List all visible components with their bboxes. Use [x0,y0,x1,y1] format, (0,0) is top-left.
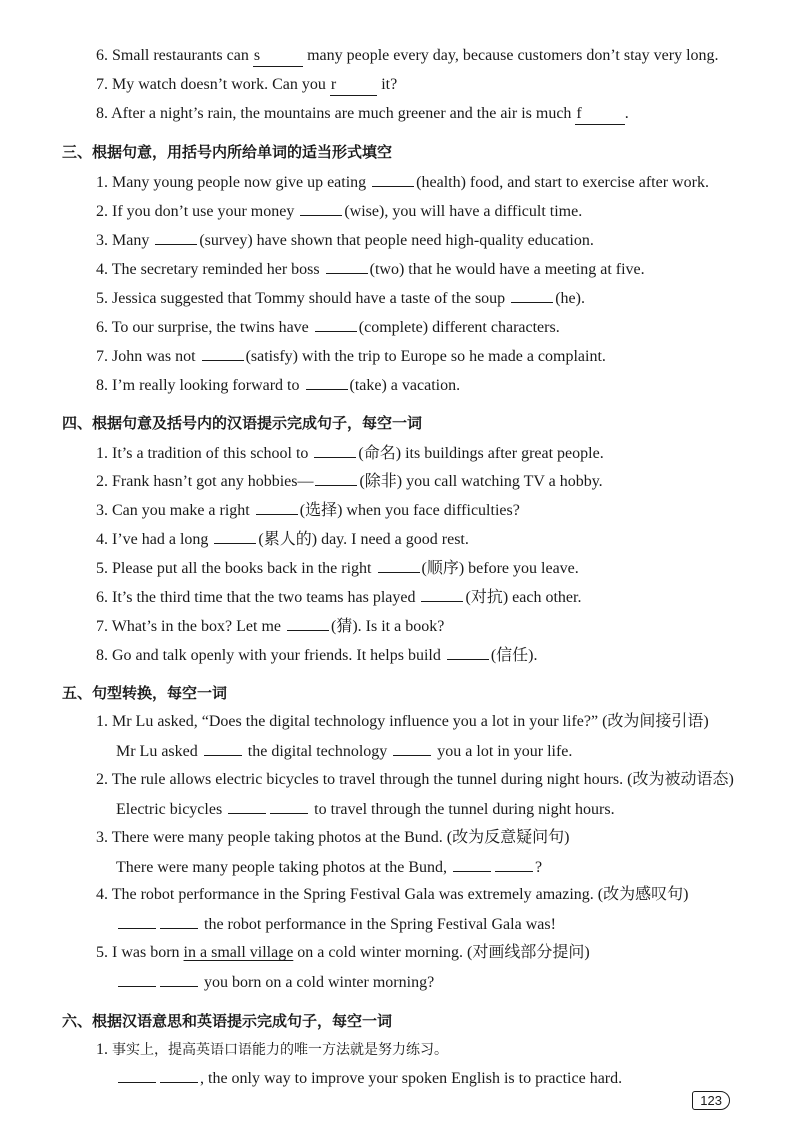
answer-blank[interactable] [270,799,308,814]
page-number: 123 [692,1091,730,1110]
answer-blank[interactable] [204,741,242,756]
answer-blank[interactable] [256,500,298,515]
answer-blank[interactable] [315,317,357,332]
question-4-5: 5. Please put all the books back in the right (顺序) before you leave. [96,560,579,577]
question-3-8: 8. I’m really looking forward to (take) a vacation. [96,377,461,394]
answer-blank[interactable] [393,741,431,756]
answer-blank[interactable] [447,645,489,660]
answer-blank[interactable] [160,1068,198,1083]
answer-5-5: you born on a cold winter morning? [116,972,780,993]
answer-5-1: Mr Lu asked the digital technology you a lot in your life. [116,743,573,760]
answer-blank[interactable] [453,857,491,872]
answer-blank[interactable]: f [575,104,624,125]
answer-blank[interactable] [372,172,414,187]
question-2-7: 7. My watch doesn’t work. Can you r it? [96,75,780,96]
answer-blank[interactable] [155,230,197,245]
question-2-8: 8. After a night’s rain, the mountains are much greener and the air is much f . [96,104,780,125]
question-3-7: 7. John was not (satisfy) with the trip to Europe so he made a complaint. [96,348,606,365]
answer-blank[interactable] [118,1068,156,1083]
answer-5-2: Electric bicycles to travel through the tunnel during night hours. [116,801,615,818]
answer-blank[interactable] [306,375,348,390]
question-4-1: 1. It’s a tradition of this school to (命名) its buildings after great people. [96,445,604,462]
answer-blank[interactable]: s [253,46,303,67]
question-3-3: 3. Many (survey) have shown that people need high-quality education. [96,232,594,249]
answer-blank[interactable] [314,443,356,458]
answer-blank[interactable] [300,201,342,216]
answer-6-1: , the only way to improve your spoken English is to practice hard. [116,1068,780,1089]
question-5-2: 2. The rule allows electric bicycles to travel through the tunnel during night hours. (改为被动语态) [96,771,734,788]
section-3-heading: 三、根据句意，用括号内所给单词的适当形式填空 [62,143,393,161]
answer-blank[interactable] [160,914,198,929]
question-4-3: 3. Can you make a right (选择) when you face difficulties? [96,502,520,519]
question-4-6: 6. It’s the third time that the two teams has played (对抗) each other. [96,589,582,606]
underlined-phrase: in a small village [183,944,294,961]
question-3-1: 1. Many young people now give up eating (health) food, and start to exercise after work. [96,174,709,191]
answer-blank[interactable]: r [330,75,377,96]
question-4-7: 7. What’s in the box? Let me (猜). Is it a book? [96,618,445,635]
answer-blank[interactable] [287,616,329,631]
question-3-4: 4. The secretary reminded her boss (two) that he would have a meeting at five. [96,261,645,278]
answer-blank[interactable] [315,471,357,486]
question-3-6: 6. To our surprise, the twins have (complete) different characters. [96,319,560,336]
question-3-2: 2. If you don’t use your money (wise), you will have a difficult time. [96,203,583,220]
answer-blank[interactable] [214,529,256,544]
question-4-2: 2. Frank hasn’t got any hobbies— (除非) you call watching TV a hobby. [96,473,603,490]
section-5-heading: 五、句型转换，每空一词 [62,684,228,702]
question-4-4: 4. I’ve had a long (累人的) day. I need a good rest. [96,531,469,548]
question-6-1: 1. 事实上，提高英语口语能力的唯一方法就是努力练习。 [96,1041,448,1058]
question-4-8: 8. Go and talk openly with your friends. It helps build (信任). [96,647,538,664]
question-2-6: 6. Small restaurants can s many people every day, because customers don’t stay very long. [96,46,780,67]
answer-blank[interactable] [378,558,420,573]
answer-blank[interactable] [160,972,198,987]
question-5-1: 1. Mr Lu asked, “Does the digital technology influence you a lot in your life?” (改为间接引语) [96,713,709,730]
answer-blank[interactable] [421,587,463,602]
answer-5-3: There were many people taking photos at the Bund, ? [116,859,543,876]
question-5-4: 4. The robot performance in the Spring Festival Gala was extremely amazing. (改为感叹句) [96,886,689,903]
section-4-heading: 四、根据句意及括号内的汉语提示完成句子，每空一词 [62,414,423,432]
answer-blank[interactable] [511,288,553,303]
answer-blank[interactable] [495,857,533,872]
question-5-5: 5. I was born in a small village on a cold winter morning. (对画线部分提问) [96,944,590,961]
answer-blank[interactable] [228,799,266,814]
question-3-5: 5. Jessica suggested that Tommy should have a taste of the soup (he). [96,290,585,307]
answer-blank[interactable] [202,346,244,361]
question-5-3: 3. There were many people taking photos at the Bund. (改为反意疑问句) [96,829,570,846]
answer-blank[interactable] [118,914,156,929]
answer-blank[interactable] [118,972,156,987]
answer-5-4: the robot performance in the Spring Festival Gala was! [116,914,780,935]
section-6-heading: 六、根据汉语意思和英语提示完成句子，每空一词 [62,1012,393,1030]
answer-blank[interactable] [326,259,368,274]
